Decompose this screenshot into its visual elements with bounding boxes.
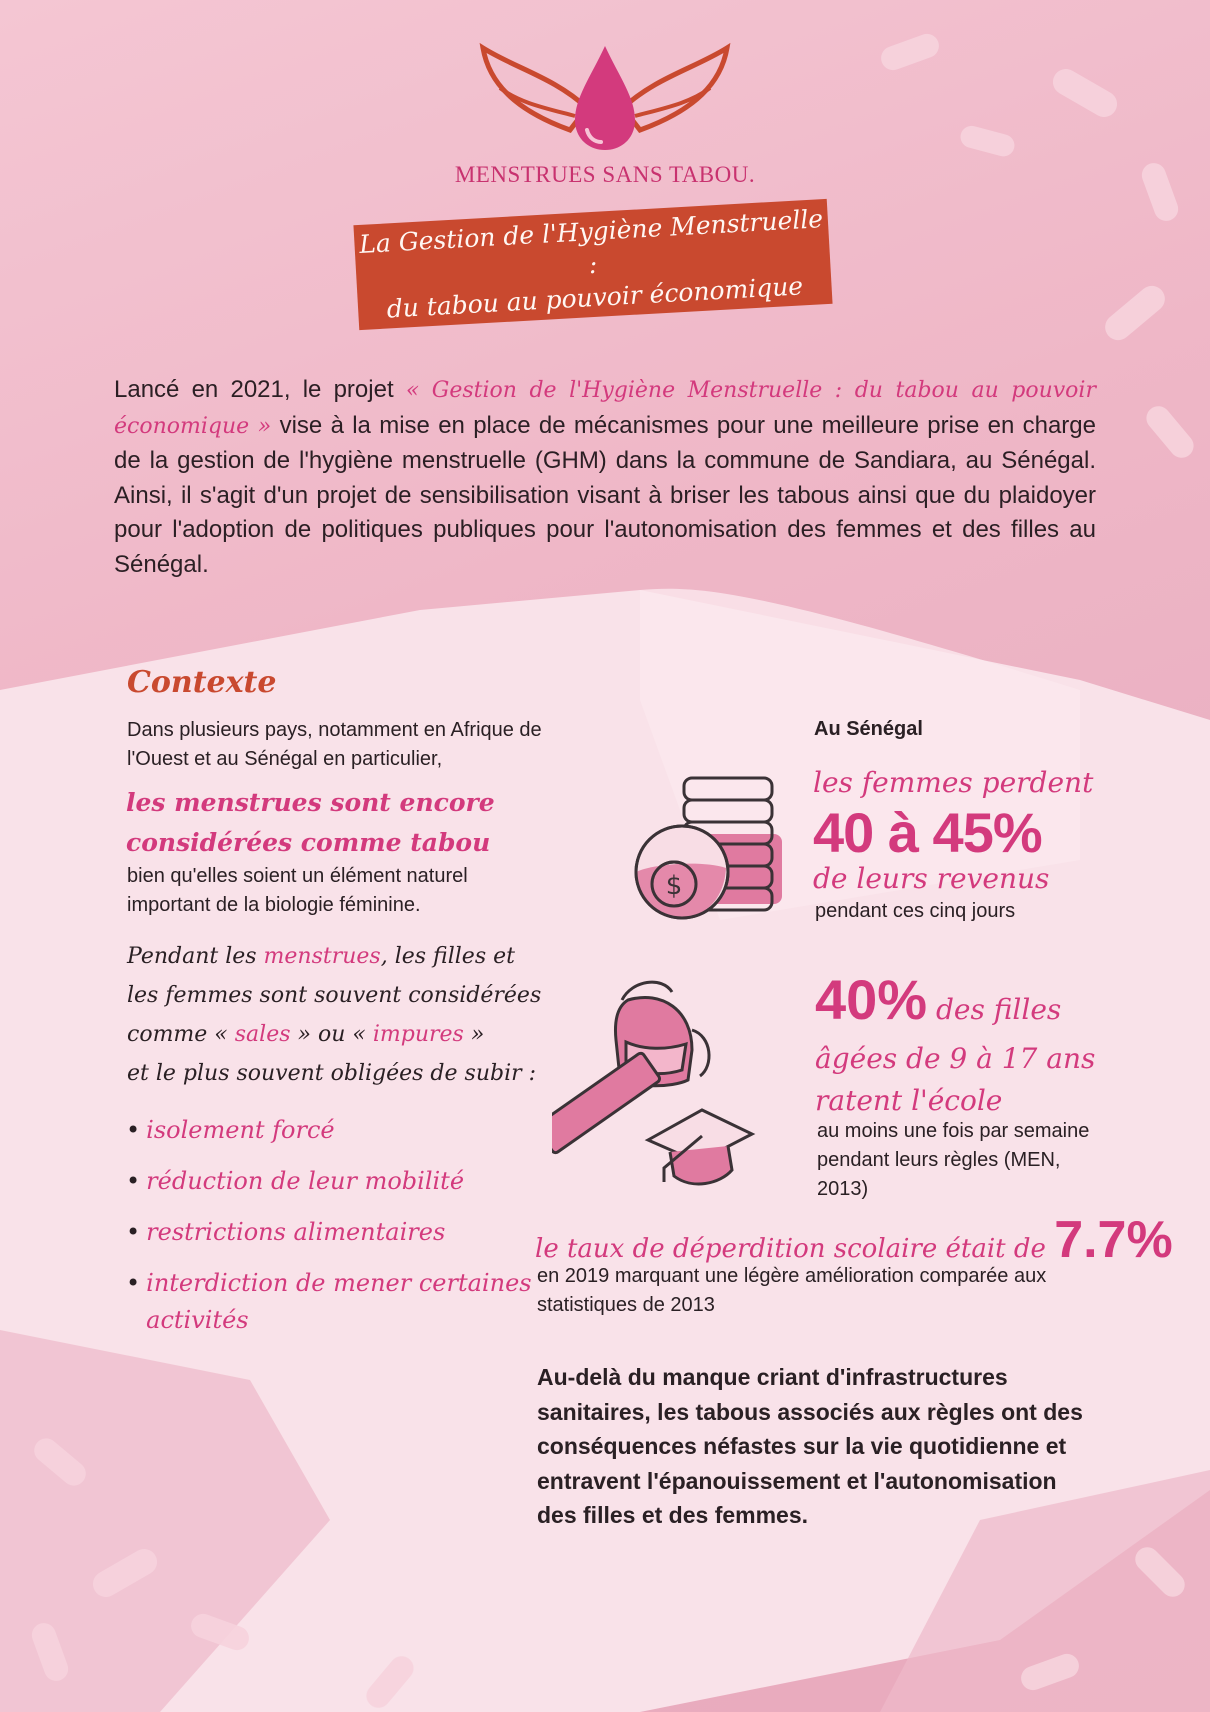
list-item: • réduction de leur mobilité xyxy=(126,1167,465,1195)
stat-2-small: des filles xyxy=(927,993,1062,1026)
intro-project-name: « Gestion de l'Hygiène Menstruelle : du tabou au pouvoir économique » xyxy=(114,378,1096,439)
closing-paragraph: Au-delà du manque criant d'infrastructures sanitaires, les tabous associés aux règles ont des conséquences néfastes sur la vie quotidienne et entravent l'épanouissement et l'autonomisation des filles et des femmes. xyxy=(537,1364,1083,1528)
ruler-icon xyxy=(552,1052,661,1154)
stat-2-note: au moins une fois par semaine pendant leurs règles (MEN, 2013) xyxy=(817,1120,1090,1200)
p3-e: » ou « xyxy=(290,1022,373,1047)
p3-c: , les filles et les femmes sont souvent considérées comme « xyxy=(127,944,542,1047)
context-title: Contexte xyxy=(127,665,277,700)
coins-money-icon xyxy=(632,772,792,932)
stat-1-line-a: les femmes perdent xyxy=(813,766,1094,799)
backpack-icon xyxy=(552,970,762,1200)
brand-name: MENSTRUES SANS TABOU. xyxy=(454,162,756,187)
intro-paragraph xyxy=(114,373,1096,582)
winged-drop-logo xyxy=(475,38,735,158)
stat-2-highlight xyxy=(815,1038,1115,1122)
stat-3-text: le taux de déperdition scolaire était de xyxy=(535,1234,1055,1264)
title-line-2: du tabou au pouvoir économique xyxy=(385,271,804,324)
graduation-cap-icon xyxy=(648,1110,752,1184)
stat-2-line-1: âgées de 9 à 17 ans xyxy=(815,1042,1096,1075)
context-highlight-line-2: considérées comme tabou xyxy=(126,828,491,857)
p3-impures: impures xyxy=(372,1022,464,1047)
stat-3-value: 7.7% xyxy=(1054,1211,1173,1269)
context-paragraph-1: Dans plusieurs pays, notamment en Afrique de l'Ouest et au Sénégal en particulier, xyxy=(127,719,542,770)
intro-lead: Lancé en 2021, le projet xyxy=(114,376,406,403)
stat-2-value xyxy=(815,968,1061,1042)
svg-text:$: $ xyxy=(665,871,683,901)
intro-rest: vise à la mise en place de mécanismes pour une meilleure prise en charge de la gestion de l'hygiène menstruelle (GHM) dans la commune de Sandiara, au Sénégal. Ainsi, il s'agit d'un projet de sensibilisation visant à briser les tabous ainsi que du plaidoyer pour l'adoption de politiques publiques pour l'autonomisation des femmes et des filles au Sénégal. xyxy=(114,411,1096,578)
stat-1-line-c: de leurs revenus xyxy=(813,862,1050,895)
stat-3-note: en 2019 marquant une légère amélioration comparée aux statistiques de 2013 xyxy=(537,1265,1047,1316)
p3-sales: sales xyxy=(234,1022,291,1047)
title-line-1: La Gestion de l'Hygiène Menstruelle : xyxy=(358,204,824,280)
stat-3-headline xyxy=(535,1210,1173,1270)
senegal-label: Au Sénégal xyxy=(814,718,923,740)
context-paragraph-2: bien qu'elles soient un élément naturel important de la biologie féminine. xyxy=(127,865,468,916)
p3-h: et le plus souvent obligées de subir : xyxy=(127,1061,537,1086)
stat-2-line-2: ratent l'école xyxy=(815,1084,1003,1117)
constraints-list xyxy=(126,1112,566,1353)
p3-menstrues: menstrues xyxy=(263,944,381,969)
stat-1-line-d: pendant ces cinq jours xyxy=(815,900,1016,922)
list-item: • isolement forcé xyxy=(126,1116,335,1144)
list-item: • restrictions alimentaires xyxy=(126,1218,446,1246)
p3-g: » xyxy=(463,1022,485,1047)
context-highlight-line-1: les menstrues sont encore xyxy=(126,788,495,817)
context-highlight xyxy=(126,783,566,863)
list-item: • interdiction de mener certaines activités xyxy=(126,1269,532,1334)
p3-a: Pendant les xyxy=(127,944,264,969)
stat-2-big: 40% xyxy=(815,968,928,1031)
context-paragraph-3 xyxy=(127,937,547,1093)
stat-1-value: 40 à 45% xyxy=(813,801,1042,864)
